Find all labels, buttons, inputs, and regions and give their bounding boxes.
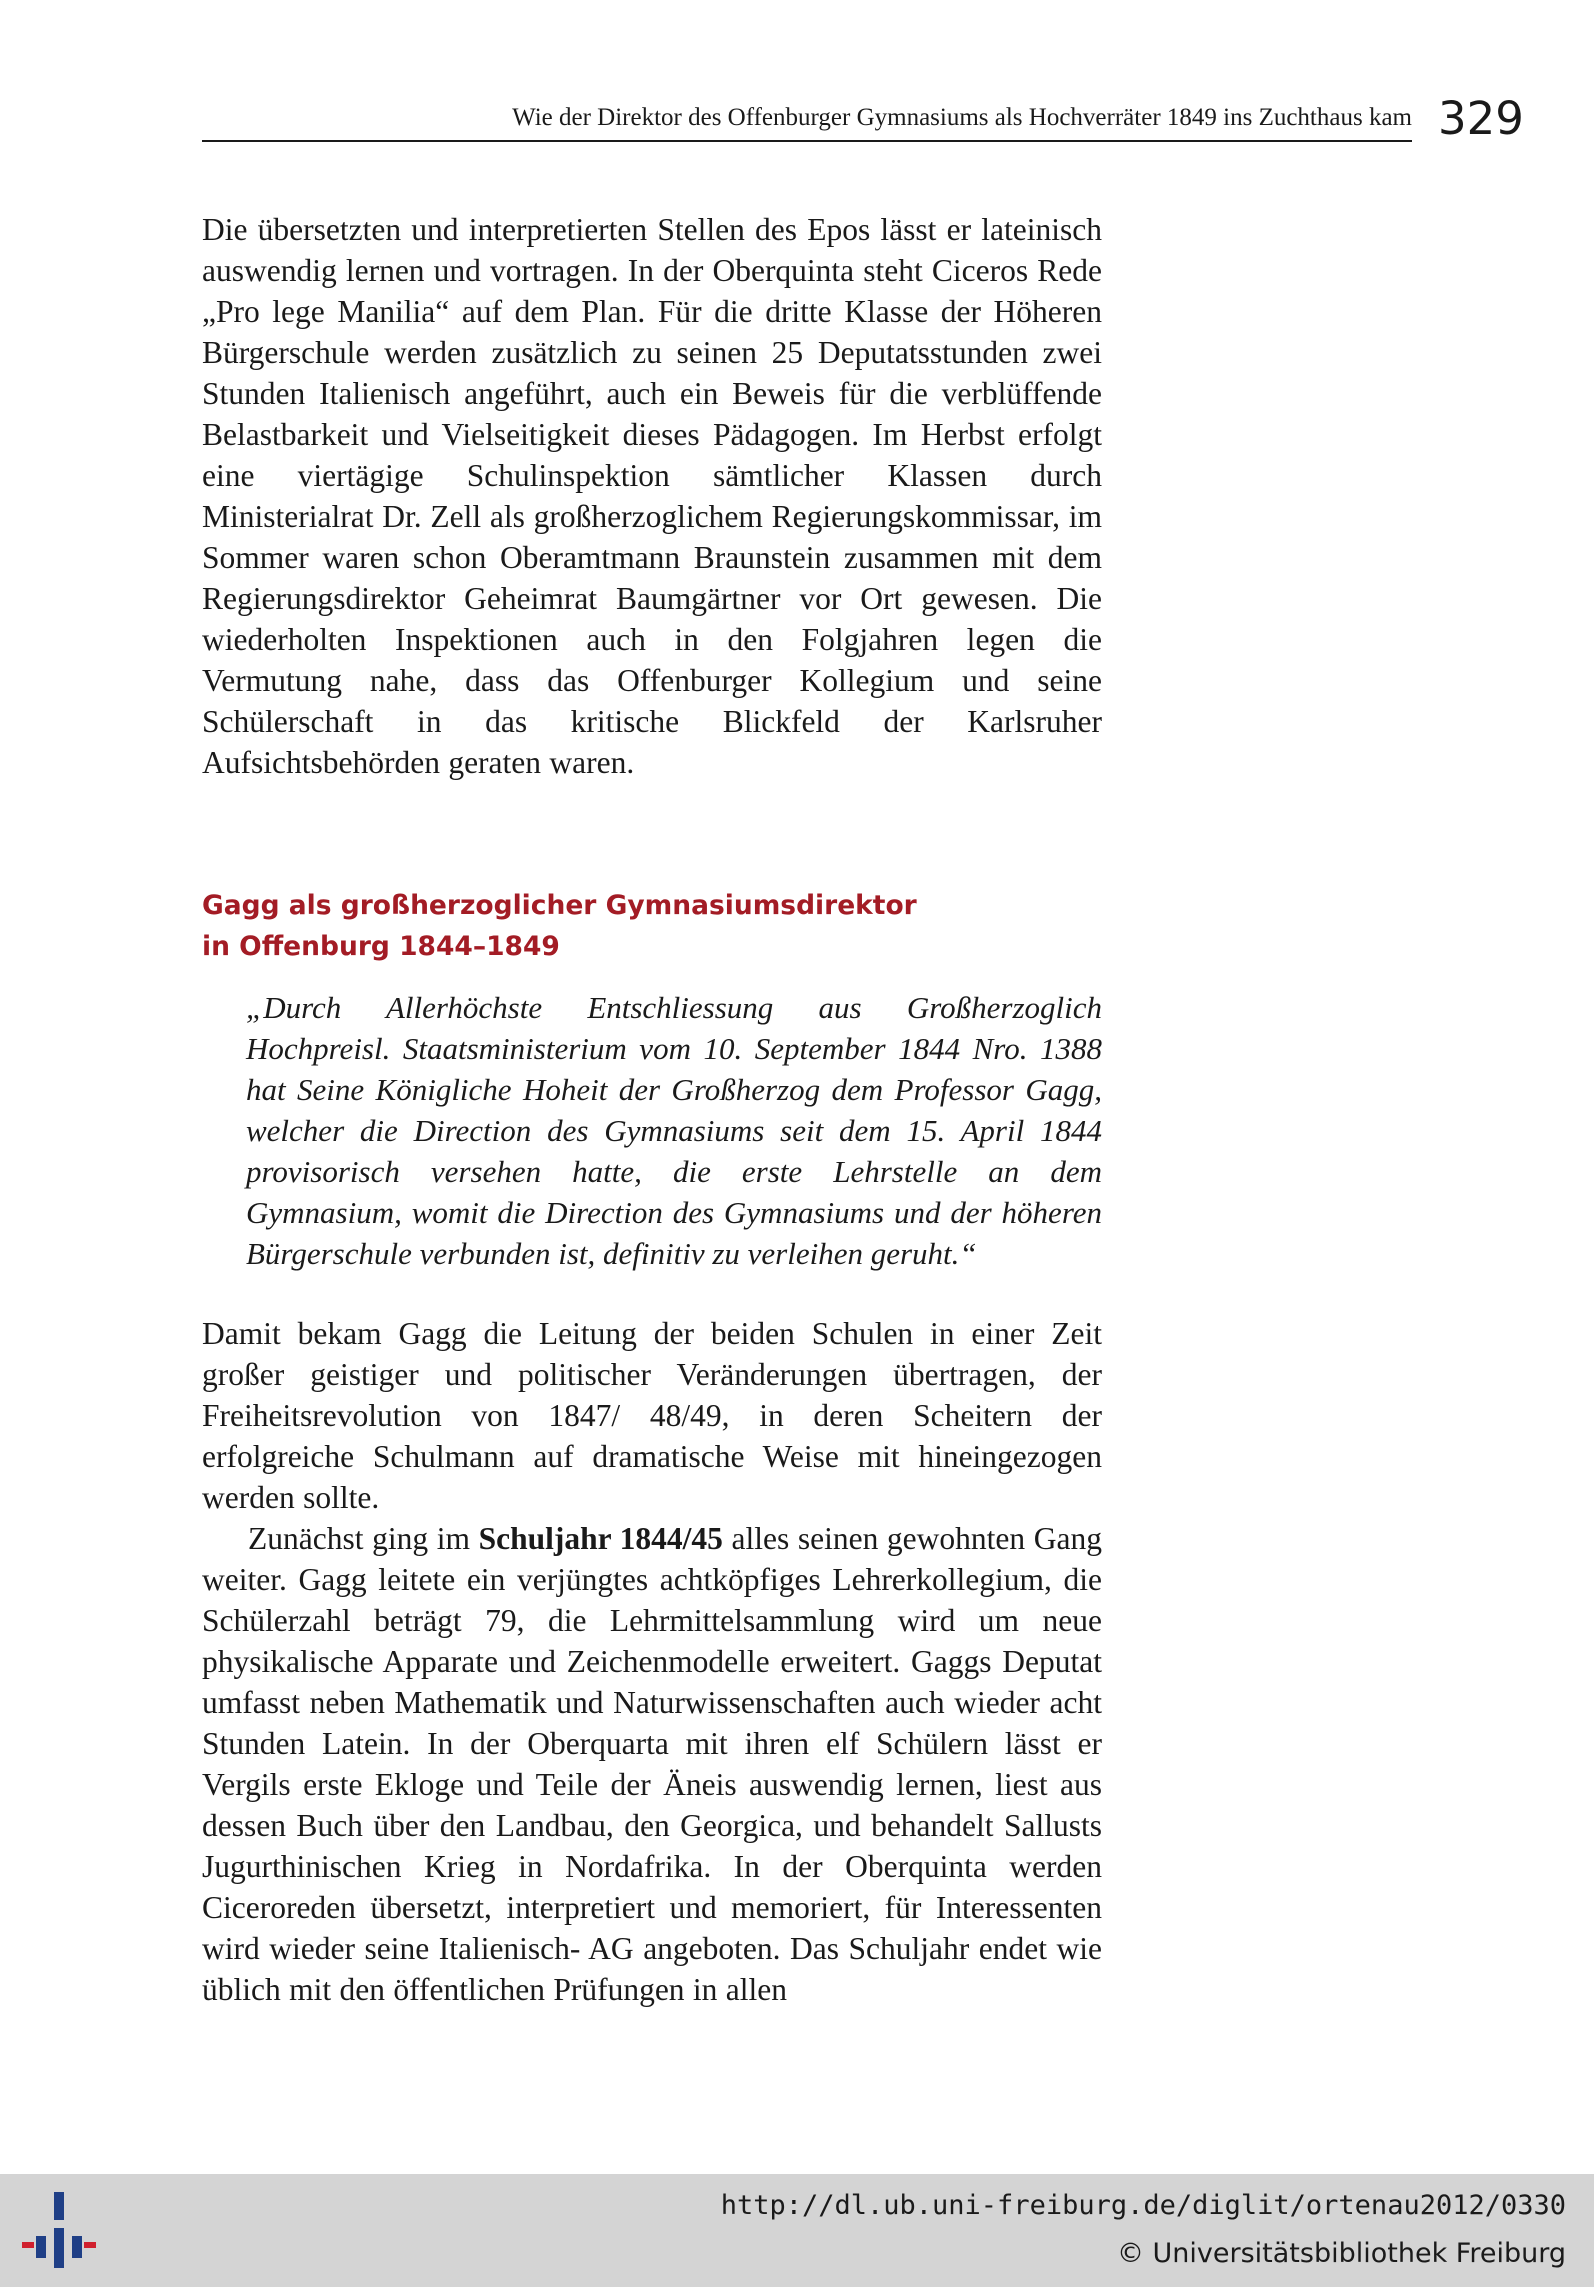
- paragraph-3-block: [202, 1518, 1102, 2010]
- paragraph-1: Die übersetzten und interpretierten Stellen des Epos lässt er lateinisch auswendig lernen und vortragen. In der Oberquinta steht Ciceros Rede „Pro lege Manilia“ auf dem Plan. Für die dritte Klasse der Höheren Bürgerschule werden zusätzlich zu seinen 25 Deputatsstunden zwei Stunden Italienisch angeführt, auch ein Beweis für die verblüffende Belastbarkeit und Vielseitigkeit dieses Pädagogen. Im Herbst erfolgt eine viertägige Schulinspektion sämtlicher Klassen durch Ministerialrat Dr. Zell als großherzoglichem Regierungskommissar, im Sommer waren schon Oberamtmann Braunstein zusammen mit dem Regierungsdirektor Geheimrat Baumgärtner vor Ort gewesen. Die wiederholten Inspektionen auch in den Folgjahren legen die Vermutung nahe, dass das Offenburger Kollegium und seine Schülerschaft in das kritische Blickfeld der Karlsruher Aufsichtsbehörden geraten waren.: [202, 212, 1102, 780]
- paragraph-2-block: [202, 1313, 1102, 1518]
- paragraph-2: Damit bekam Gagg die Leitung der beiden Schulen in einer Zeit großer geistiger und politischer Veränderungen übertragen, der Freiheitsrevolution von 1847/ 48/49, in deren Scheitern der erfolgreiche Schulmann auf dramatische Weise mit hineingezogen werden sollte.: [202, 1316, 1102, 1515]
- page-number: 329: [1438, 92, 1524, 145]
- section-heading-line-1: Gagg als großherzoglicher Gymnasiumsdirektor: [202, 890, 917, 921]
- section-heading-line-2: in Offenburg 1844–1849: [202, 931, 560, 962]
- paragraph-3: [202, 1518, 1102, 2010]
- section-heading: [202, 885, 1102, 967]
- footer-bar: [0, 2174, 1594, 2287]
- footer-copyright: © Universitätsbibliothek Freiburg: [1116, 2238, 1566, 2269]
- running-header: [202, 96, 1412, 142]
- ub-freiburg-logo-icon: [22, 2192, 98, 2268]
- school-year-bold: Schuljahr 1844/45: [478, 1521, 723, 1556]
- paragraph-3-lead: Zunächst ging im: [248, 1521, 479, 1556]
- paragraph-1-block: [202, 209, 1102, 783]
- block-quote: „Durch Allerhöchste Entschliessung aus Großherzoglich Hochpreisl. Staatsministerium vom 10. September 1844 Nro. 1388 hat Seine Königliche Hoheit der Großherzog dem Professor Gagg, welcher die Direction des Gymnasiums seit dem 15. April 1844 provisorisch versehen hatte, die erste Lehrstelle an dem Gymnasium, womit die Direction des Gymnasiums und der höheren Bürgerschule verbunden ist, definitiv zu verleihen geruht.“: [246, 990, 1102, 1271]
- paragraph-3-rest: alles seinen gewohnten Gang weiter. Gagg leitete ein verjüngtes achtköpfiges Lehrerkollegium, die Schülerzahl beträgt 79, die Lehrmittelsammlung wird um neue physikalische Apparate und Zeichenmodelle erweitert. Gaggs Deputat umfasst neben Mathematik und Naturwissenschaften auch wieder acht Stunden Latein. In der Oberquarta mit ihren elf Schülern lässt er Vergils erste Ekloge und Teile der Äneis auswendig lernen, liest aus dessen Buch über den Landbau, den Georgica, und behandelt Sallusts Jugurthinischen Krieg in Nordafrika. In der Oberquinta werden Ciceroreden übersetzt, interpretiert und memoriert, für Interessenten wird wieder seine Italienisch- AG angeboten. Das Schuljahr endet wie üblich mit den öffentlichen Prüfungen in allen: [202, 1521, 1102, 2007]
- footer-url-link[interactable]: http://dl.ub.uni-freiburg.de/diglit/ortenau2012/0330: [720, 2190, 1566, 2221]
- running-title: Wie der Direktor des Offenburger Gymnasiums als Hochverräter 1849 ins Zuchthaus kam: [512, 104, 1412, 131]
